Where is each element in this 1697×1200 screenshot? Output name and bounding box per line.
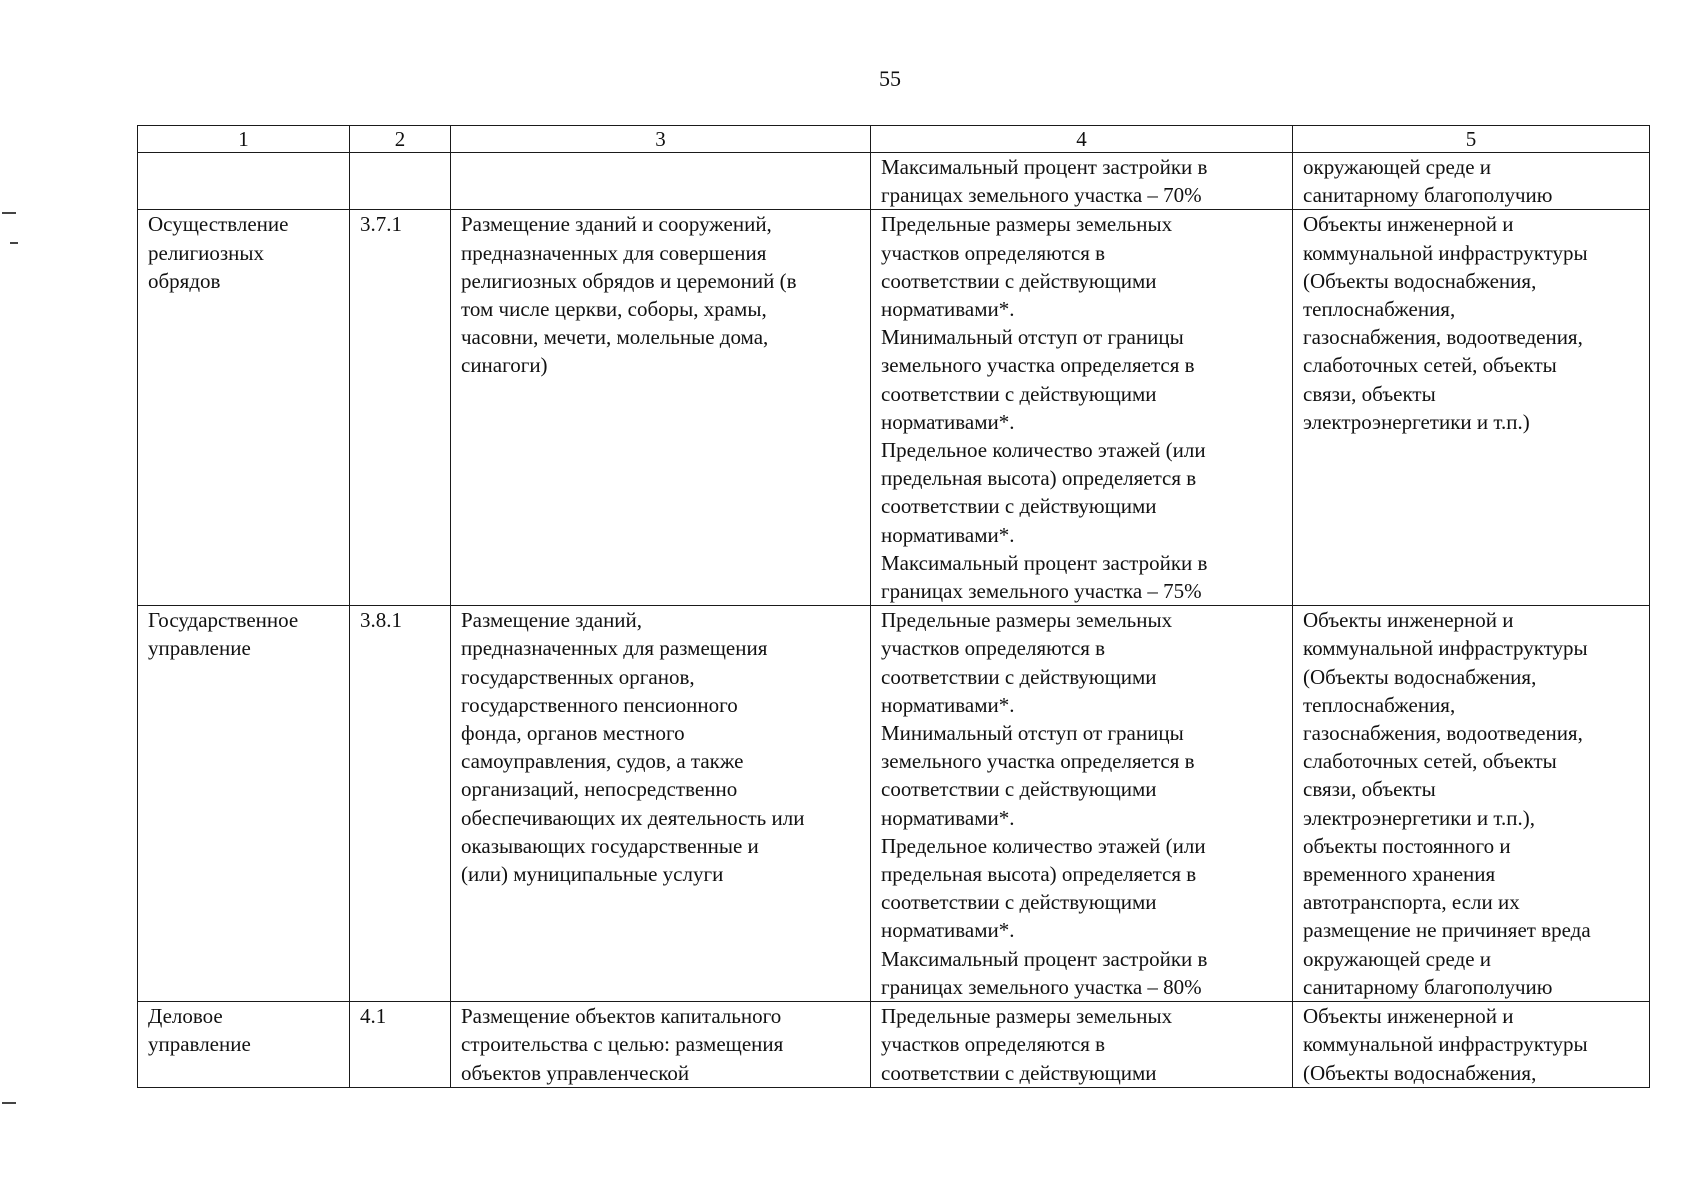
header-col-5: 5 <box>1293 126 1650 153</box>
cell-land-use-code: 3.7.1 <box>350 210 451 606</box>
margin-mark-middle <box>10 242 18 244</box>
cell-building-parameters: Предельные размеры земельных участков определяются в соответствии с действующими нормативами*. Минимальный отступ от границы земельного участка определяется в соответствии с действующими нормативами*. Предельное количество этажей (или предельная высота) определяется в соответствии с действующими нормативами*. Максимальный процент застройки в границах земельного участка – 75% <box>871 210 1293 606</box>
table-row <box>138 210 1650 606</box>
cell-building-parameters: Предельные размеры земельных участков определяются в соответствии с действующими <box>871 1002 1293 1088</box>
cell-land-use-name: Государственное управление <box>138 606 350 1002</box>
cell-land-use-description <box>451 153 871 210</box>
cell-land-use-code: 3.8.1 <box>350 606 451 1002</box>
header-col-4: 4 <box>871 126 1293 153</box>
cell-land-use-description: Размещение объектов капитального строительства с целью: размещения объектов управленческой <box>451 1002 871 1088</box>
header-col-1: 1 <box>138 126 350 153</box>
table-row <box>138 1002 1650 1088</box>
margin-mark-top <box>2 212 16 214</box>
cell-land-use-code <box>350 153 451 210</box>
zoning-regulations-table <box>137 125 1650 1088</box>
cell-land-use-name: Осуществление религиозных обрядов <box>138 210 350 606</box>
header-col-3: 3 <box>451 126 871 153</box>
cell-land-use-code: 4.1 <box>350 1002 451 1088</box>
cell-land-use-description: Размещение зданий и сооружений, предназначенных для совершения религиозных обрядов и церемоний (в том числе церкви, соборы, храмы, часовни, мечети, молельные дома, синагоги) <box>451 210 871 606</box>
table-row <box>138 153 1650 210</box>
table-row <box>138 606 1650 1002</box>
margin-mark-bottom <box>2 1102 16 1104</box>
cell-land-use-name <box>138 153 350 210</box>
cell-building-parameters: Максимальный процент застройки в границах земельного участка – 70% <box>871 153 1293 210</box>
cell-land-use-name: Деловое управление <box>138 1002 350 1088</box>
header-col-2: 2 <box>350 126 451 153</box>
cell-building-parameters: Предельные размеры земельных участков определяются в соответствии с действующими нормативами*. Минимальный отступ от границы земельного участка определяется в соответствии с действующими нормативами*. Предельное количество этажей (или предельная высота) определяется в соответствии с действующими нормативами*. Максимальный процент застройки в границах земельного участка – 80% <box>871 606 1293 1002</box>
table-header-row <box>138 126 1650 153</box>
page-number: 55 <box>879 66 901 91</box>
cell-auxiliary-uses: окружающей среде и санитарному благополучию <box>1293 153 1650 210</box>
cell-land-use-description: Размещение зданий, предназначенных для размещения государственных органов, государственного пенсионного фонда, органов местного самоуправления, судов, а также организаций, непосредственно обеспечивающих их деятельность или оказывающих государственные и (или) муниципальные услуги <box>451 606 871 1002</box>
cell-auxiliary-uses: Объекты инженерной и коммунальной инфраструктуры (Объекты водоснабжения, <box>1293 1002 1650 1088</box>
cell-auxiliary-uses: Объекты инженерной и коммунальной инфраструктуры (Объекты водоснабжения, теплоснабжения, газоснабжения, водоотведения, слаботочных сетей, объекты связи, объекты электроэнергетики и т.п.) <box>1293 210 1650 606</box>
cell-auxiliary-uses: Объекты инженерной и коммунальной инфраструктуры (Объекты водоснабжения, теплоснабжения, газоснабжения, водоотведения, слаботочных сетей, объекты связи, объекты электроэнергетики и т.п.), объекты постоянного и временного хранения автотранспорта, если их размещение не причиняет вреда окружающей среде и санитарному благополучию <box>1293 606 1650 1002</box>
